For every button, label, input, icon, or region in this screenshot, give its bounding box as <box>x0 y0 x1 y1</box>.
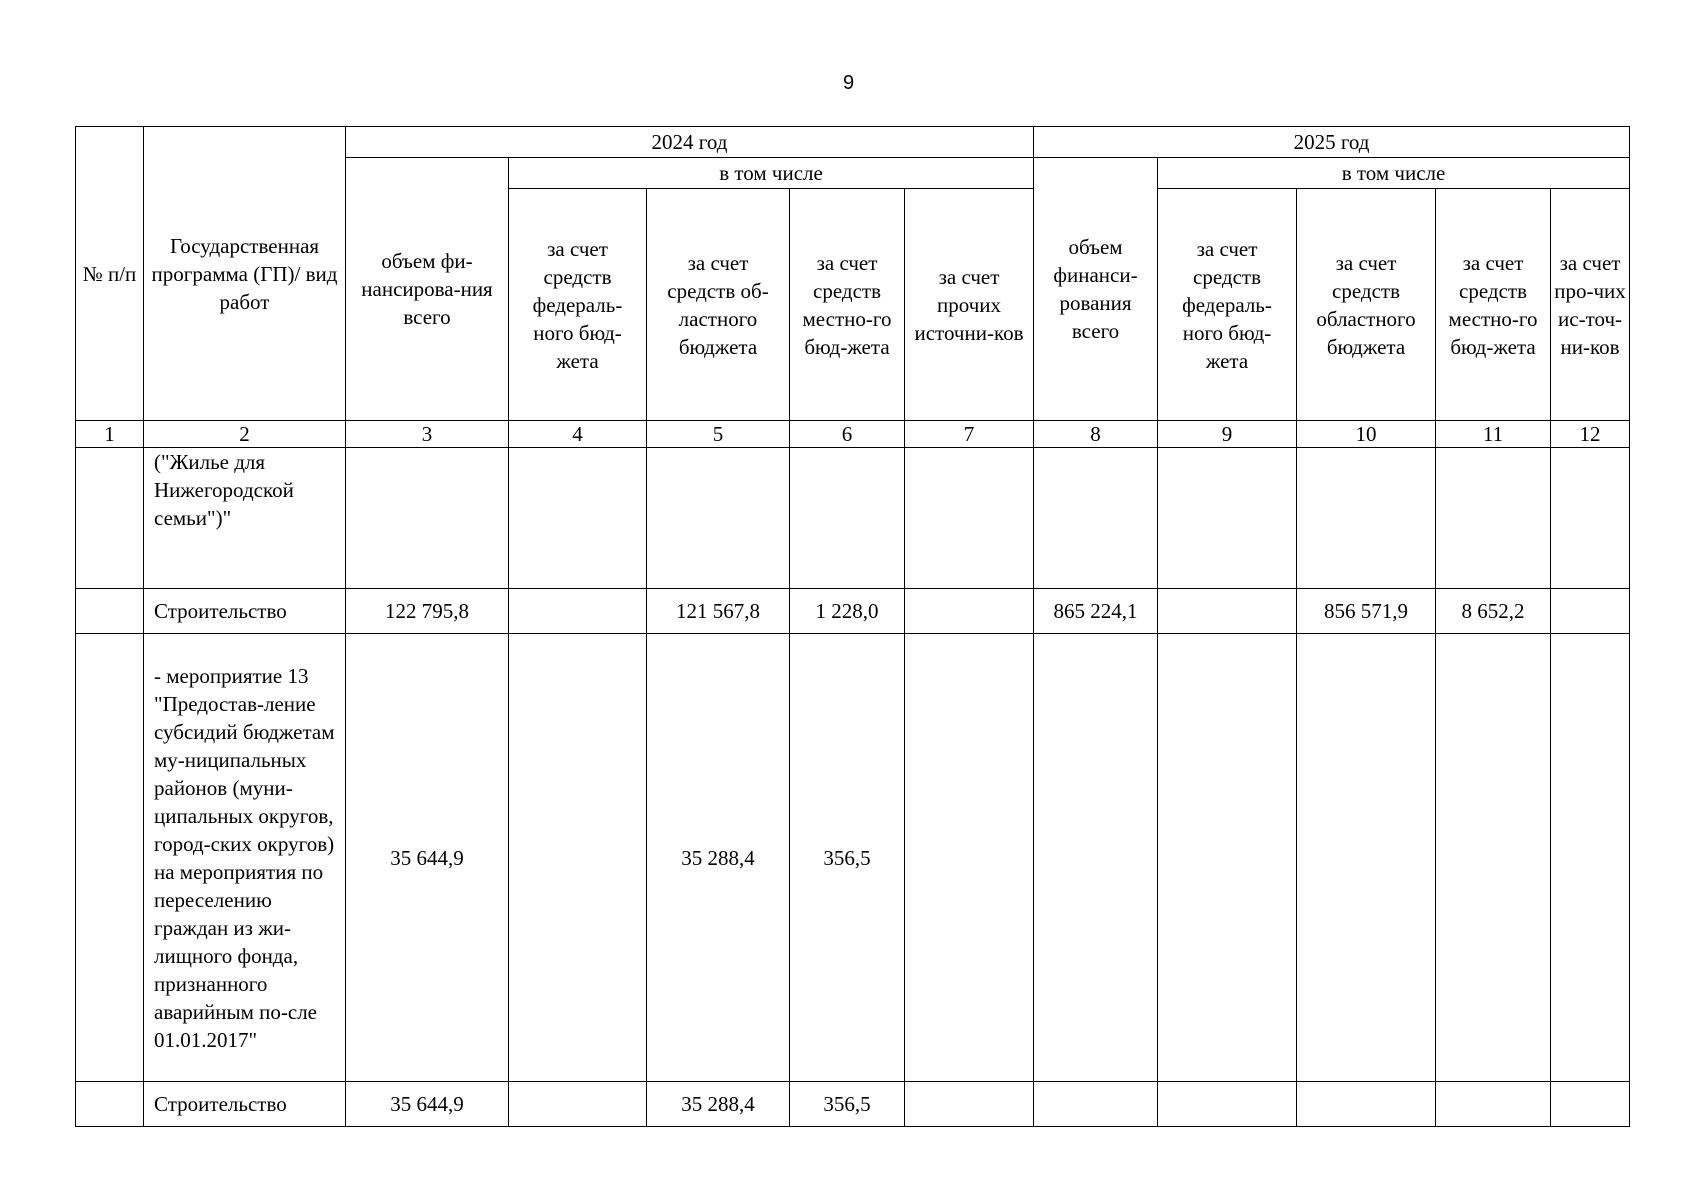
row-index-cell <box>76 634 144 1082</box>
financing-table <box>75 126 1630 1127</box>
value-cell: 35 644,9 <box>346 634 509 1082</box>
value-cell <box>1158 1082 1297 1127</box>
value-cell <box>1158 448 1297 589</box>
value-cell <box>905 1082 1034 1127</box>
row-name: ("Жилье для Нижегородской семьи")" <box>144 448 346 589</box>
header-2024-total: объем фи-нансирова-ния всего <box>346 158 509 421</box>
row-index-cell <box>76 589 144 634</box>
value-cell: 856 571,9 <box>1297 589 1436 634</box>
header-2025-federal: за счет средств федераль-ного бюд-жета <box>1158 189 1297 421</box>
page-number: 9 <box>842 72 855 94</box>
col-number: 8 <box>1034 421 1158 448</box>
value-cell <box>1436 448 1551 589</box>
header-2025-local: за счет средств местно-го бюд-жета <box>1436 189 1551 421</box>
table-row <box>76 634 1630 1082</box>
col-number: 4 <box>509 421 647 448</box>
value-cell <box>1158 589 1297 634</box>
value-cell <box>905 634 1034 1082</box>
header-2025-regional: за счет средств областного бюджета <box>1297 189 1436 421</box>
value-cell <box>647 448 790 589</box>
value-cell: 121 567,8 <box>647 589 790 634</box>
row-index-cell <box>76 448 144 589</box>
col-number: 2 <box>144 421 346 448</box>
col-number: 10 <box>1297 421 1436 448</box>
row-name: Строительство <box>144 589 346 634</box>
table-row <box>76 589 1630 634</box>
row-name: - мероприятие 13 "Предостав-ление субсидий бюджетам му-ниципальных районов (муни-ципальных округов, город-ских округов) на мероприятия по переселению граждан из жи-лищного фонда, признанного аварийным по-сле 01.01.2017" <box>144 634 346 1082</box>
col-number: 1 <box>76 421 144 448</box>
value-cell <box>509 448 647 589</box>
col-number: 5 <box>647 421 790 448</box>
header-2024-local: за счет средств местно-го бюд-жета <box>790 189 905 421</box>
value-cell <box>790 448 905 589</box>
col-number: 11 <box>1436 421 1551 448</box>
header-2024-other: за счет прочих источни-ков <box>905 189 1034 421</box>
table-row <box>76 1082 1630 1127</box>
value-cell: 35 644,9 <box>346 1082 509 1127</box>
value-cell <box>905 448 1034 589</box>
value-cell <box>905 589 1034 634</box>
header-2024-regional: за счет средств об-ластного бюджета <box>647 189 790 421</box>
value-cell: 1 228,0 <box>790 589 905 634</box>
value-cell <box>1158 634 1297 1082</box>
value-cell: 865 224,1 <box>1034 589 1158 634</box>
table-row <box>76 448 1630 589</box>
value-cell <box>1436 1082 1551 1127</box>
value-cell <box>1034 448 1158 589</box>
col-number: 12 <box>1551 421 1630 448</box>
value-cell: 8 652,2 <box>1436 589 1551 634</box>
header-2025-total: объем финанси-рования всего <box>1034 158 1158 421</box>
header-2024-federal: за счет средств федераль-ного бюд-жета <box>509 189 647 421</box>
value-cell <box>509 1082 647 1127</box>
value-cell: 356,5 <box>790 634 905 1082</box>
value-cell <box>1034 634 1158 1082</box>
header-2024-including: в том числе <box>509 158 1034 189</box>
row-index-cell <box>76 1082 144 1127</box>
column-number-row <box>76 421 1630 448</box>
header-col-program: Государственная программа (ГП)/ вид работ <box>144 127 346 421</box>
col-number: 7 <box>905 421 1034 448</box>
value-cell <box>1297 1082 1436 1127</box>
header-2025-other: за счет про-чих ис-точ-ни-ков <box>1551 189 1630 421</box>
col-number: 6 <box>790 421 905 448</box>
value-cell <box>1551 1082 1630 1127</box>
header-year-2025: 2025 год <box>1034 127 1630 158</box>
value-cell <box>346 448 509 589</box>
value-cell <box>509 634 647 1082</box>
value-cell: 35 288,4 <box>647 634 790 1082</box>
col-number: 3 <box>346 421 509 448</box>
value-cell <box>1297 634 1436 1082</box>
header-2025-including: в том числе <box>1158 158 1630 189</box>
col-number: 9 <box>1158 421 1297 448</box>
header-year-2024: 2024 год <box>346 127 1034 158</box>
header-col-num: № п/п <box>76 127 144 421</box>
value-cell <box>1297 448 1436 589</box>
value-cell <box>1551 448 1630 589</box>
value-cell <box>1551 589 1630 634</box>
value-cell <box>1551 634 1630 1082</box>
value-cell <box>1034 1082 1158 1127</box>
value-cell: 35 288,4 <box>647 1082 790 1127</box>
value-cell: 122 795,8 <box>346 589 509 634</box>
value-cell: 356,5 <box>790 1082 905 1127</box>
value-cell <box>509 589 647 634</box>
value-cell <box>1436 634 1551 1082</box>
row-name: Строительство <box>144 1082 346 1127</box>
